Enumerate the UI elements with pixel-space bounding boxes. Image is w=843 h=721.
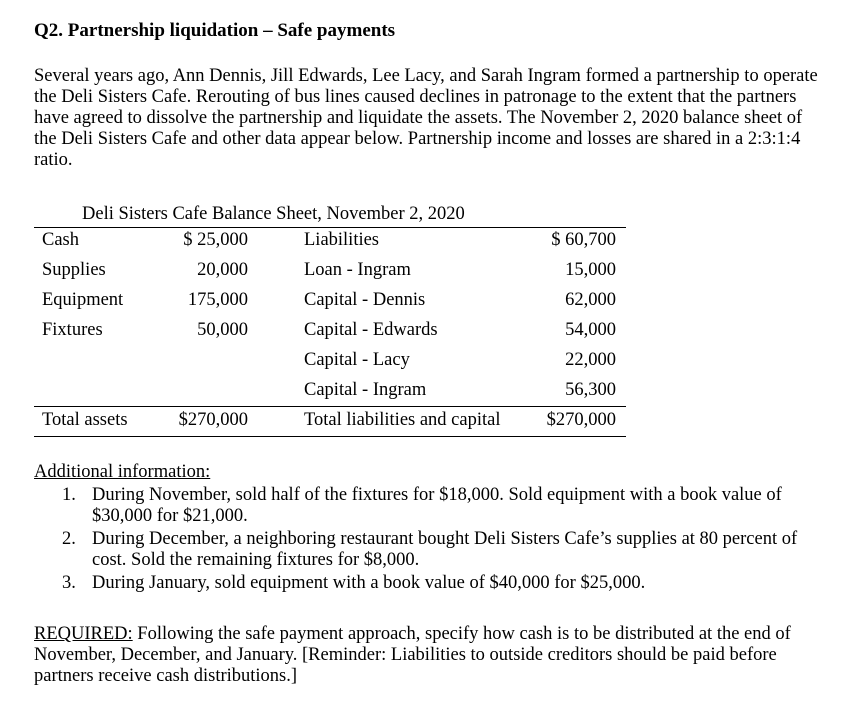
totals-bottom-rule bbox=[34, 436, 626, 437]
asset-label-supplies: Supplies bbox=[42, 260, 106, 280]
total-assets-label: Total assets bbox=[42, 410, 128, 430]
liab-value-loan-ingram: 15,000 bbox=[565, 260, 616, 280]
additional-info-title: Additional information: bbox=[34, 462, 211, 482]
asset-value-equipment: 175,000 bbox=[187, 290, 248, 310]
liab-label-liabilities: Liabilities bbox=[304, 230, 380, 250]
balance-sheet-top-rule bbox=[34, 227, 626, 228]
list-item-number: 2. bbox=[62, 529, 76, 549]
list-item bbox=[34, 485, 824, 527]
liab-value-capital-lacy: 22,000 bbox=[565, 350, 616, 370]
total-assets-value: $270,000 bbox=[178, 410, 248, 430]
liab-value-capital-edwards: 54,000 bbox=[565, 320, 616, 340]
asset-label-cash: Cash bbox=[42, 230, 79, 250]
list-item-number: 3. bbox=[62, 573, 76, 593]
liab-value-liabilities: $ 60,700 bbox=[551, 230, 616, 250]
required-text: Following the safe payment approach, specify how cash is to be distributed at the end of November, December, and January. [Reminder: Liabilities to outside creditors should be paid before partners receive cash distributions.] bbox=[34, 624, 791, 686]
asset-label-fixtures: Fixtures bbox=[42, 320, 103, 340]
total-liab-value: $270,000 bbox=[546, 410, 616, 430]
liab-label-capital-dennis: Capital - Dennis bbox=[304, 290, 426, 310]
additional-info-list bbox=[34, 485, 824, 596]
required-label: REQUIRED: bbox=[34, 624, 133, 644]
list-item-text: During November, sold half of the fixtures for $18,000. Sold equipment with a book value of $30,000 for $21,000. bbox=[92, 485, 782, 526]
total-liab-label: Total liabilities and capital bbox=[304, 410, 501, 430]
balance-sheet-title: Deli Sisters Cafe Balance Sheet, November 2, 2020 bbox=[82, 204, 465, 224]
required-paragraph bbox=[34, 624, 824, 687]
liab-label-loan-ingram: Loan - Ingram bbox=[304, 260, 411, 280]
asset-value-fixtures: 50,000 bbox=[197, 320, 248, 340]
question-title: Q2. Partnership liquidation – Safe payments bbox=[34, 20, 396, 41]
liab-value-capital-dennis: 62,000 bbox=[565, 290, 616, 310]
liab-label-capital-ingram: Capital - Ingram bbox=[304, 380, 427, 400]
liab-value-capital-ingram: 56,300 bbox=[565, 380, 616, 400]
asset-value-supplies: 20,000 bbox=[197, 260, 248, 280]
totals-top-rule bbox=[34, 406, 626, 407]
intro-paragraph: Several years ago, Ann Dennis, Jill Edwards, Lee Lacy, and Sarah Ingram formed a partnership to operate the Deli Sisters Cafe. Rerouting of bus lines caused declines in patronage to the extent that the partners have agreed to dissolve the partnership and liquidate the assets. The November 2, 2020 balance sheet of the Deli Sisters Cafe and other data appear below. Partnership income and losses are shared in a 2:3:1:4 ratio. bbox=[34, 66, 818, 170]
list-item-text: During January, sold equipment with a book value of $40,000 for $25,000. bbox=[92, 573, 646, 593]
list-item-number: 1. bbox=[62, 485, 76, 505]
liab-label-capital-edwards: Capital - Edwards bbox=[304, 320, 438, 340]
asset-value-cash: $ 25,000 bbox=[183, 230, 248, 250]
liab-label-capital-lacy: Capital - Lacy bbox=[304, 350, 410, 370]
list-item-text: During December, a neighboring restaurant bought Deli Sisters Cafe’s supplies at 80 percent of cost. Sold the remaining fixtures for $8,000. bbox=[92, 529, 798, 570]
list-item bbox=[34, 529, 824, 571]
asset-label-equipment: Equipment bbox=[42, 290, 124, 310]
list-item bbox=[34, 573, 824, 594]
